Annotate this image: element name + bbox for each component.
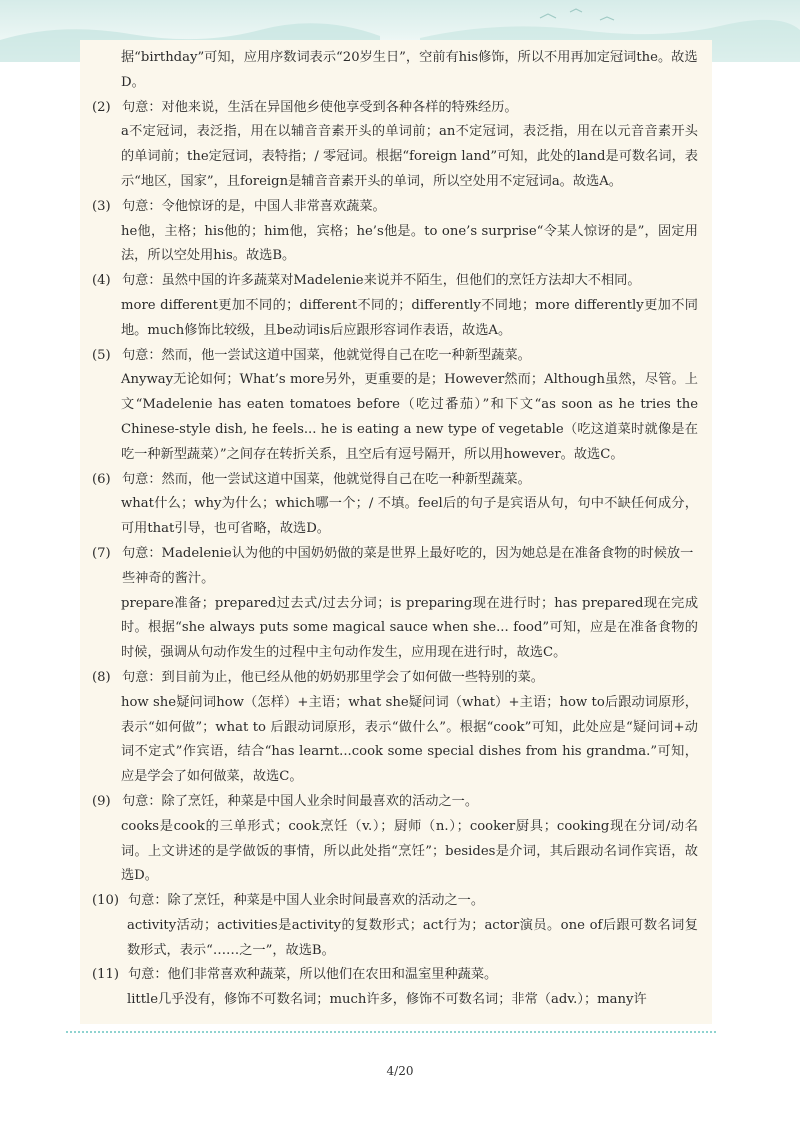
question-number: (10) [92,893,120,909]
explanation-text: little几乎没有，修饰不可数名词；much许多，修饰不可数名词；非常（adv.）；many许 [127,992,647,1008]
explanation-text: how she疑问词how（怎样）+主语；what she疑问词（what）+主语；how to后跟动词原形，表示“如何做”；what to 后跟动词原形，表示“做什么”。根据“cook”可知，此处应是“疑问词+动词不定式”作宾语，结合“has learnt...cook some special dishes from his grandma.”可知，应是学会了如何做菜，故选C。 [121,694,698,785]
sentence-meaning: 句意：Madelenie认为他的中国奶奶做的菜是世界上最好吃的，因为她总是在准备食物的时候放一些神奇的酱汁。 [122,545,694,586]
explanation-item [88,344,698,468]
explanation-text: he他，主格；his他的；him他，宾格；he’s他是。to one’s surprise“令某人惊讶的是”，固定用法，所以空处用his。故选B。 [121,223,698,264]
question-number: (4) [92,273,111,289]
explanation-item [88,790,698,889]
explanation-item [88,269,698,343]
explanation-item [88,468,698,542]
sentence-meaning: 句意：对他来说，生活在异国他乡使他享受到各种各样的特殊经历。 [122,99,518,115]
question-number: (7) [92,545,111,561]
explanation-text: prepare准备；prepared过去式/过去分词；is preparing现在进行时；has prepared现在完成时。根据“she always puts some magical sauce when she... food”可知，应是在准备食物的时候，强调从句动作发生的过程中主句动作发生，应用现在进行时，故选C。 [121,595,698,661]
explanation-text: more different更加不同的；different不同的；differently不同地；more differently更加不同地。much修饰比较级，且be动词is后应跟形容词作表语，故选A。 [121,297,698,338]
sentence-meaning: 句意：令他惊讶的是，中国人非常喜欢蔬菜。 [122,198,386,214]
explanation-item [88,666,698,790]
explanation-text: 据“birthday”可知，应用序数词表示“20岁生日”，空前有his修饰，所以不用再加定冠词the。故选D。 [121,50,698,90]
explanation-item [88,195,698,269]
explanation-text: a不定冠词，表泛指，用在以辅音音素开头的单词前；an不定冠词，表泛指，用在以元音音素开头的单词前；the定冠词，表特指；/ 零冠词。根据“foreign land”可知，此处的land是可数名词，表示“地区，国家”，且foreign是辅音音素开头的单词，所以空处用不定冠词a。故选A。 [121,124,698,189]
sentence-meaning: 句意：他们非常喜欢种蔬菜，所以他们在农田和温室里种蔬菜。 [128,967,498,983]
explanation-item [88,46,698,96]
question-number: (11) [92,967,120,983]
sentence-meaning: 句意：到目前为止，他已经从他的奶奶那里学会了如何做一些特别的菜。 [122,669,544,685]
explanation-item [88,96,698,195]
sentence-meaning: 句意：虽然中国的许多蔬菜对Madelenie来说并不陌生，但他们的烹饪方法却大不相同。 [122,273,641,289]
sentence-meaning: 句意：除了烹饪，种菜是中国人业余时间最喜欢的活动之一。 [128,893,485,909]
question-number: (9) [92,793,111,809]
explanation-text: activity活动；activities是activity的复数形式；act行为；actor演员。one of后跟可数名词复数形式，表示“……之一”，故选B。 [127,917,698,958]
sentence-meaning: 句意：除了烹饪，种菜是中国人业余时间最喜欢的活动之一。 [122,793,479,809]
question-number: (6) [92,471,111,487]
explanation-text: cooks是cook的三单形式；cook烹饪（v.）；厨师（n.）；cooker厨具；cooking现在分词/动名词。上文讲述的是学做饭的事情，所以此处指“烹饪”；besides是介词，其后跟动名词作宾语，故选D。 [121,818,698,884]
question-number: (3) [92,198,111,214]
sentence-meaning: 句意：然而，他一尝试这道中国菜，他就觉得自己在吃一种新型蔬菜。 [122,347,531,363]
question-number: (5) [92,347,111,363]
question-number: (8) [92,669,111,685]
explanation-item [88,889,698,963]
question-number: (2) [92,99,111,115]
explanation-item [88,542,698,666]
footer-divider [66,1031,716,1033]
sentence-meaning: 句意：然而，他一尝试这道中国菜，他就觉得自己在吃一种新型蔬菜。 [122,471,531,487]
explanation-item [88,963,698,1013]
answer-explanations [88,46,698,1013]
explanation-text: Anyway无论如何；What’s more另外，更重要的是；However然而；Although虽然，尽管。上文“Madelenie has eaten tomatoes before（吃过番茄）”和下文“as soon as he tries the Chinese-style dish, he feels... he is eating a new type of vegetable（吃这道菜时就像是在吃一种新型蔬菜）”之间存在转折关系，且空后有逗号隔开，所以用however。故选C。 [121,372,698,462]
explanation-text: what什么；why为什么；which哪一个；/ 不填。feel后的句子是宾语从句，句中不缺任何成分，可用that引导，也可省略，故选D。 [121,496,698,537]
page-number: 4/20 [386,1064,414,1078]
